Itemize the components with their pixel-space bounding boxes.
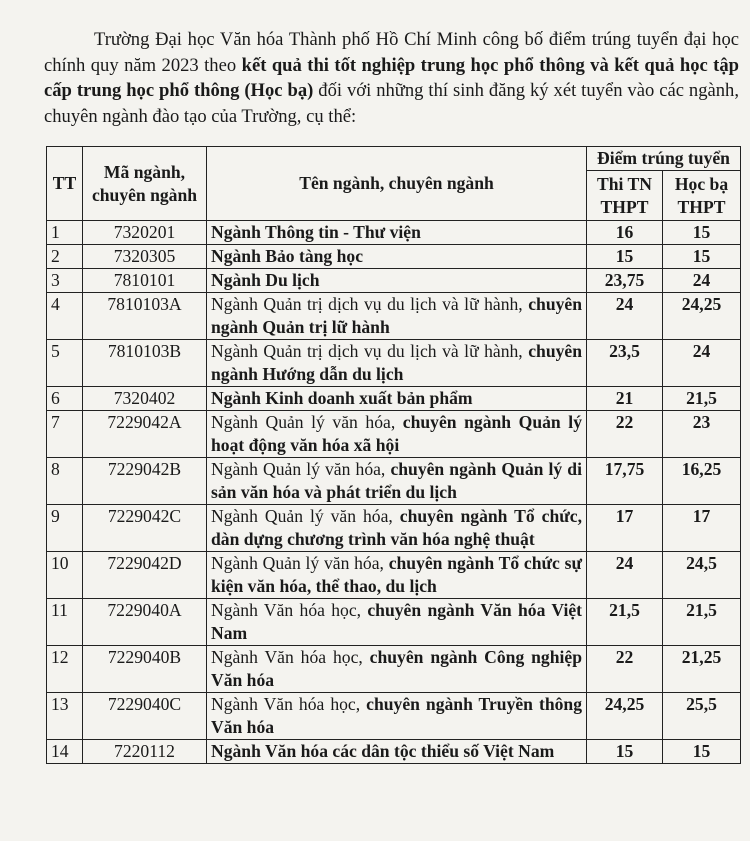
- row-score-hoc-ba: 24: [663, 340, 741, 387]
- row-name-bold: chuyên ngành Văn hóa Việt Nam: [211, 600, 582, 643]
- row-code: 7229042A: [83, 411, 207, 458]
- intro-text: [44, 27, 739, 129]
- row-score-hoc-ba: 16,25: [663, 458, 741, 505]
- intro-text-end: đối với những thí sinh đăng ký xét tuyển vào các ngành, chuyên ngành đào tạo của Trường, cụ thể:: [44, 80, 739, 127]
- row-tt: 1: [47, 221, 83, 245]
- row-tt: 5: [47, 340, 83, 387]
- row-score-hoc-ba: 15: [663, 740, 741, 764]
- row-score-thi-tn: 16: [587, 221, 663, 245]
- row-name-bold: Ngành Bảo tàng học: [211, 246, 364, 266]
- table-row: [47, 599, 741, 646]
- row-score-thi-tn: 24: [587, 552, 663, 599]
- table-row: [47, 505, 741, 552]
- row-name: [207, 411, 587, 458]
- row-score-thi-tn: 24: [587, 293, 663, 340]
- row-tt: 9: [47, 505, 83, 552]
- table-row: [47, 552, 741, 599]
- row-score-thi-tn: 15: [587, 245, 663, 269]
- row-name-plain: Ngành Văn hóa học,: [211, 694, 367, 714]
- row-name: [207, 646, 587, 693]
- row-name-bold: Ngành Du lịch: [211, 270, 320, 290]
- row-name-bold: Ngành Thông tin - Thư viện: [211, 222, 421, 242]
- row-score-hoc-ba: 15: [663, 221, 741, 245]
- header-code: Mã ngành, chuyên ngành: [83, 147, 207, 221]
- row-score-hoc-ba: 15: [663, 245, 741, 269]
- row-score-hoc-ba: 17: [663, 505, 741, 552]
- row-score-hoc-ba: 24,5: [663, 552, 741, 599]
- table-row: [47, 411, 741, 458]
- table-row: [47, 458, 741, 505]
- admission-scores-table: [46, 146, 741, 764]
- row-score-hoc-ba: 21,5: [663, 387, 741, 411]
- row-name-bold: chuyên ngành Quản lý hoạt động văn hóa xã hội: [211, 412, 582, 455]
- row-code: 7320402: [83, 387, 207, 411]
- row-name-plain: Ngành Văn hóa học,: [211, 647, 370, 667]
- row-name: [207, 693, 587, 740]
- row-name-bold: Ngành Văn hóa các dân tộc thiểu số Việt Nam: [211, 741, 555, 761]
- row-name-plain: Ngành Văn hóa học,: [211, 600, 368, 620]
- row-name-bold: chuyên ngành Tổ chức, dàn dựng chương trình văn hóa nghệ thuật: [211, 506, 582, 549]
- row-name: [207, 552, 587, 599]
- row-name-plain: Ngành Quản trị dịch vụ du lịch và lữ hành,: [211, 294, 529, 314]
- row-code: 7229042C: [83, 505, 207, 552]
- row-tt: 13: [47, 693, 83, 740]
- row-score-thi-tn: 22: [587, 411, 663, 458]
- row-name-plain: Ngành Quản lý văn hóa,: [211, 506, 400, 526]
- row-code: 7229040B: [83, 646, 207, 693]
- header-tt: TT: [47, 147, 83, 221]
- header-hoc-ba: Học bạ THPT: [663, 171, 741, 221]
- row-score-hoc-ba: 24: [663, 269, 741, 293]
- table-row: [47, 387, 741, 411]
- row-code: 7229042D: [83, 552, 207, 599]
- row-tt: 3: [47, 269, 83, 293]
- row-tt: 4: [47, 293, 83, 340]
- table-row: [47, 646, 741, 693]
- row-code: 7229042B: [83, 458, 207, 505]
- row-name: [207, 599, 587, 646]
- row-code: 7810103B: [83, 340, 207, 387]
- row-score-hoc-ba: 25,5: [663, 693, 741, 740]
- row-code: 7320201: [83, 221, 207, 245]
- row-score-thi-tn: 24,25: [587, 693, 663, 740]
- row-score-thi-tn: 21,5: [587, 599, 663, 646]
- header-score-group: Điểm trúng tuyển: [587, 147, 741, 171]
- table-row: [47, 221, 741, 245]
- row-name: [207, 505, 587, 552]
- row-name: [207, 269, 587, 293]
- row-name: [207, 293, 587, 340]
- row-tt: 7: [47, 411, 83, 458]
- row-score-thi-tn: 17,75: [587, 458, 663, 505]
- row-code: 7810103A: [83, 293, 207, 340]
- table-row: [47, 293, 741, 340]
- row-code: 7220112: [83, 740, 207, 764]
- row-score-hoc-ba: 21,25: [663, 646, 741, 693]
- row-name-bold: chuyên ngành Công nghiệp Văn hóa: [211, 647, 582, 690]
- row-tt: 10: [47, 552, 83, 599]
- row-name-bold: chuyên ngành Tổ chức sự kiện văn hóa, thể thao, du lịch: [211, 553, 583, 596]
- row-score-thi-tn: 23,5: [587, 340, 663, 387]
- row-score-hoc-ba: 24,25: [663, 293, 741, 340]
- intro-paragraph: [44, 27, 739, 129]
- row-tt: 14: [47, 740, 83, 764]
- table-row: [47, 245, 741, 269]
- row-score-thi-tn: 21: [587, 387, 663, 411]
- table-row: [47, 740, 741, 764]
- row-name-bold: Ngành Kinh doanh xuất bản phẩm: [211, 388, 473, 408]
- row-tt: 8: [47, 458, 83, 505]
- table-row: [47, 269, 741, 293]
- row-score-hoc-ba: 21,5: [663, 599, 741, 646]
- row-tt: 11: [47, 599, 83, 646]
- row-score-hoc-ba: 23: [663, 411, 741, 458]
- row-name: [207, 458, 587, 505]
- row-name-plain: Ngành Quản lý văn hóa,: [211, 553, 389, 573]
- row-tt: 6: [47, 387, 83, 411]
- header-name: Tên ngành, chuyên ngành: [207, 147, 587, 221]
- row-name-plain: Ngành Quản trị dịch vụ du lịch và lữ hành,: [211, 341, 529, 361]
- row-name: [207, 740, 587, 764]
- row-code: 7229040C: [83, 693, 207, 740]
- row-name-bold: chuyên ngành Quản lý di sản văn hóa và phát triển du lịch: [211, 459, 582, 502]
- row-tt: 2: [47, 245, 83, 269]
- table-row: [47, 693, 741, 740]
- row-name-bold: chuyên ngành Quản trị lữ hành: [211, 294, 582, 337]
- row-score-thi-tn: 23,75: [587, 269, 663, 293]
- row-tt: 12: [47, 646, 83, 693]
- row-name-bold: chuyên ngành Truyền thông Văn hóa: [211, 694, 582, 737]
- table-body: [47, 221, 741, 764]
- row-score-thi-tn: 22: [587, 646, 663, 693]
- row-score-thi-tn: 17: [587, 505, 663, 552]
- row-score-thi-tn: 15: [587, 740, 663, 764]
- row-code: 7229040A: [83, 599, 207, 646]
- row-name-bold: chuyên ngành Hướng dẫn du lịch: [211, 341, 582, 384]
- row-name: [207, 245, 587, 269]
- row-code: 7320305: [83, 245, 207, 269]
- row-name: [207, 387, 587, 411]
- row-name: [207, 340, 587, 387]
- table-row: [47, 340, 741, 387]
- row-name: [207, 221, 587, 245]
- intro-text-bold: kết quả thi tốt nghiệp trung học phổ thông và kết quả học tập cấp trung học phổ thông (Học bạ): [44, 54, 740, 101]
- row-code: 7810101: [83, 269, 207, 293]
- row-name-plain: Ngành Quản lý văn hóa,: [211, 459, 391, 479]
- header-thi-tn: Thi TN THPT: [587, 171, 663, 221]
- row-name-plain: Ngành Quản lý văn hóa,: [211, 412, 403, 432]
- intro-text-start: Trường Đại học Văn hóa Thành phố Hồ Chí Minh công bố điểm trúng tuyển đại học chính quy năm 2023 theo: [44, 29, 739, 76]
